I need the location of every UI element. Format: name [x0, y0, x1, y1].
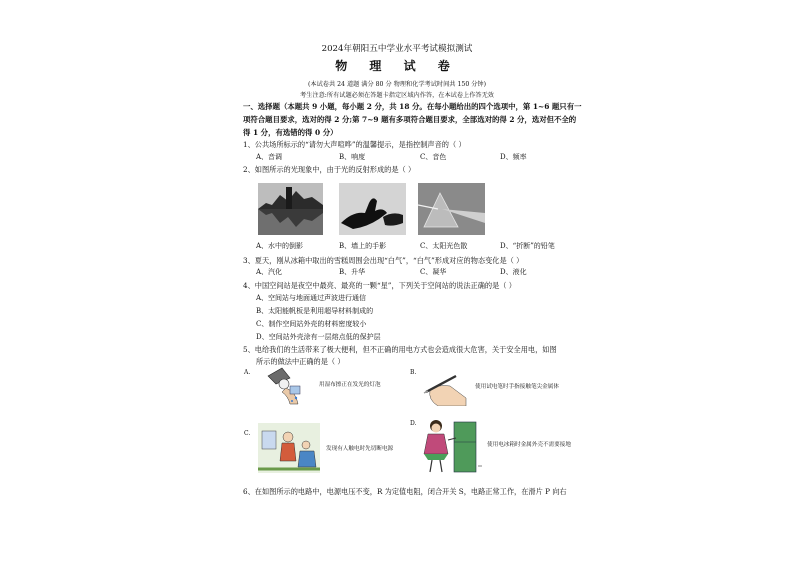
- q5-option-b-caption: 使用试电笔时手指接触笔尖金属体: [475, 384, 559, 390]
- q3-option-c: C、凝华: [420, 268, 447, 276]
- q4-option-d: D、空间站外壳涂有一层熔点低的保护层: [256, 333, 381, 341]
- test-pen-illustration: [420, 366, 472, 406]
- q5-option-d-letter: D.: [410, 420, 417, 427]
- exam-title: 2024年朝阳五中学业水平考试模拟测试: [321, 44, 473, 54]
- question-3-stem: 3、夏天，刚从冰箱中取出的雪糕周围会出现“白气”，“白气”形成对应的物态变化是（ ）: [243, 256, 524, 265]
- wet-cloth-lamp-illustration: [262, 366, 310, 406]
- q2-option-b: B、墙上的手影: [339, 242, 387, 250]
- q5-option-b-letter: B.: [410, 369, 417, 376]
- q1-option-b: B、响度: [339, 153, 366, 161]
- hand-shadow-image: [339, 183, 406, 235]
- subject-title: 物 理 试 卷: [335, 59, 459, 73]
- question-6-stem: 6、在如图所示的电路中，电源电压不变，R 为定值电阻，闭合开关 S，电路正常工作，在滑片 P 向右: [243, 487, 567, 496]
- q1-option-c: C、音色: [420, 153, 447, 161]
- section-instructions-line-1: 一、选择题（本题共 9 小题，每小题 2 分，共 18 分。在每小题给出的四个选项中，第 1~6 题只有一: [243, 102, 582, 111]
- q5-option-a-letter: A.: [244, 369, 251, 376]
- q3-option-b: B、升华: [339, 268, 366, 276]
- q5-option-c-letter: C.: [244, 430, 251, 437]
- q5-option-c-caption: 发现有人触电时先切断电源: [326, 446, 394, 452]
- exam-note-2: 考生注意:所有试题必须在答题卡指定区域内作答，在本试卷上作答无效: [300, 92, 494, 99]
- q5-option-a-caption: 用湿布擦正在发光的灯泡: [319, 382, 381, 388]
- q1-option-a: A、音调: [256, 153, 283, 161]
- prism-dispersion-image: [418, 183, 485, 235]
- question-1-stem: 1、公共场所标示的“请勿大声喧哗”的温馨提示，是指控制声音的（ ）: [243, 140, 466, 149]
- cut-power-illustration: [258, 423, 320, 473]
- q2-option-c: C、太阳光色散: [420, 242, 468, 250]
- q3-option-d: D、液化: [500, 268, 527, 276]
- question-5-stem-line-1: 5、电给我们的生活带来了极大便利，但不正确的用电方式也会造成很大危害，关于安全用电，如图: [243, 345, 557, 354]
- q1-option-d: D、频率: [500, 153, 527, 161]
- q3-option-a: A、汽化: [256, 268, 283, 276]
- question-4-stem: 4、中国空间站是夜空中最亮、最亮的一颗“星”，下列关于空间站的说法正确的是（ ）: [243, 281, 516, 290]
- section-instructions-line-3: 得 1 分，有选错的得 0 分）: [243, 128, 338, 137]
- fridge-grounding-illustration: [420, 416, 482, 474]
- q2-option-d: D、“折断”的铅笔: [500, 242, 555, 250]
- q5-option-d-caption: 使用电冰箱时金属外壳不需要接地: [487, 442, 571, 448]
- exam-note-1: (本试卷共 24 道题 满分 80 分 物理和化学考试时间共 150 分钟): [307, 81, 487, 88]
- q4-option-a: A、空间站与地面通过声波进行通信: [256, 294, 367, 302]
- q4-option-b: B、太阳能帆板是利用超导材料制成的: [256, 307, 374, 315]
- question-5-stem-line-2: 所示的做法中正确的是（ ）: [256, 357, 345, 366]
- section-instructions-line-2: 项符合题目要求，选对的得 2 分;第 7~9 题有多项符合题目要求，全部选对的得 2 分，选对但不全的: [243, 115, 577, 124]
- question-2-stem: 2、如图所示的光现象中，由于光的反射形成的是（ ）: [243, 165, 416, 174]
- q2-option-a: A、水中的倒影: [256, 242, 304, 250]
- reflection-in-water-image: [258, 183, 323, 235]
- q4-option-c: C、制作空间站外壳的材料密度较小: [256, 320, 367, 328]
